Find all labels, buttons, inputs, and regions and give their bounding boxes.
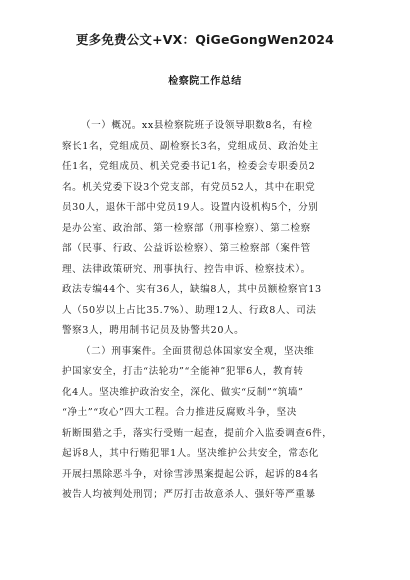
promo-banner: 更多免费公文+VX：QiGeGongWen2024 xyxy=(75,32,335,47)
paragraph-criminal-cases xyxy=(62,342,364,506)
text-line: 护国家安全，打击“法轮功”“全能神”犯罪6人，教育转 xyxy=(62,366,304,377)
text-line: 开展扫黑除恶斗争，对徐雪涉黑案提起公诉，起诉的84名 xyxy=(62,468,319,480)
text-line: 起诉8人，其中行贿犯罪1人。坚决维护公共安全，常态化 xyxy=(62,448,319,459)
text-line: 任1名，党组成员、机关党委书记1名，检委会专职委员2 xyxy=(62,161,316,172)
document-body xyxy=(62,116,364,506)
text-line: 是办公室、政治部、第一检察部（刑事检察）、第二检察 xyxy=(62,222,311,234)
text-line: （二）刑事案件。全面贯彻总体国家安全观，坚决维 xyxy=(81,345,315,357)
paragraph-overview xyxy=(62,116,364,342)
text-line: 警察3人，聘用制书记员及协警共20人。 xyxy=(62,325,245,336)
text-line: 被告人均被判处刑罚；严厉打击故意杀人、强奸等严重暴 xyxy=(62,489,316,500)
text-line: 斩断围猎之手，落实行受贿一起查，提前介入监委调查6件， xyxy=(62,427,333,439)
text-line: 人（50岁以上占比35.7%）、助理12人、行政8人、司法 xyxy=(62,304,317,316)
document-title: 检察院工作总结 xyxy=(168,76,242,87)
text-line: 化4人。坚决维护政治安全，深化、做实“反制”“筑墙” xyxy=(62,386,304,398)
text-line: 政法专编44个、实有36人，缺编8人，其中员额检察官13 xyxy=(62,284,322,295)
text-line: （一）概况。xx县检察院班子设领导职数8名，有检 xyxy=(81,120,313,131)
text-line: 部（民事、行政、公益诉讼检察）、第三检察部（案件管 xyxy=(62,243,311,254)
text-line: “净土”“攻心”四大工程。合力推进反腐败斗争，坚决 xyxy=(62,407,297,418)
text-line: 理、法律政策研究、刑事执行、控告申诉、检察技术）。 xyxy=(62,263,311,275)
text-line: 名。机关党委下设3个党支部，有党员52人，其中在职党 xyxy=(62,181,316,193)
text-line: 察长1名，党组成员、副检察长3名，党组成员、政治处主 xyxy=(62,140,319,152)
text-line: 员30人，退休干部中党员19人。设置内设机构5个，分别 xyxy=(62,202,319,213)
